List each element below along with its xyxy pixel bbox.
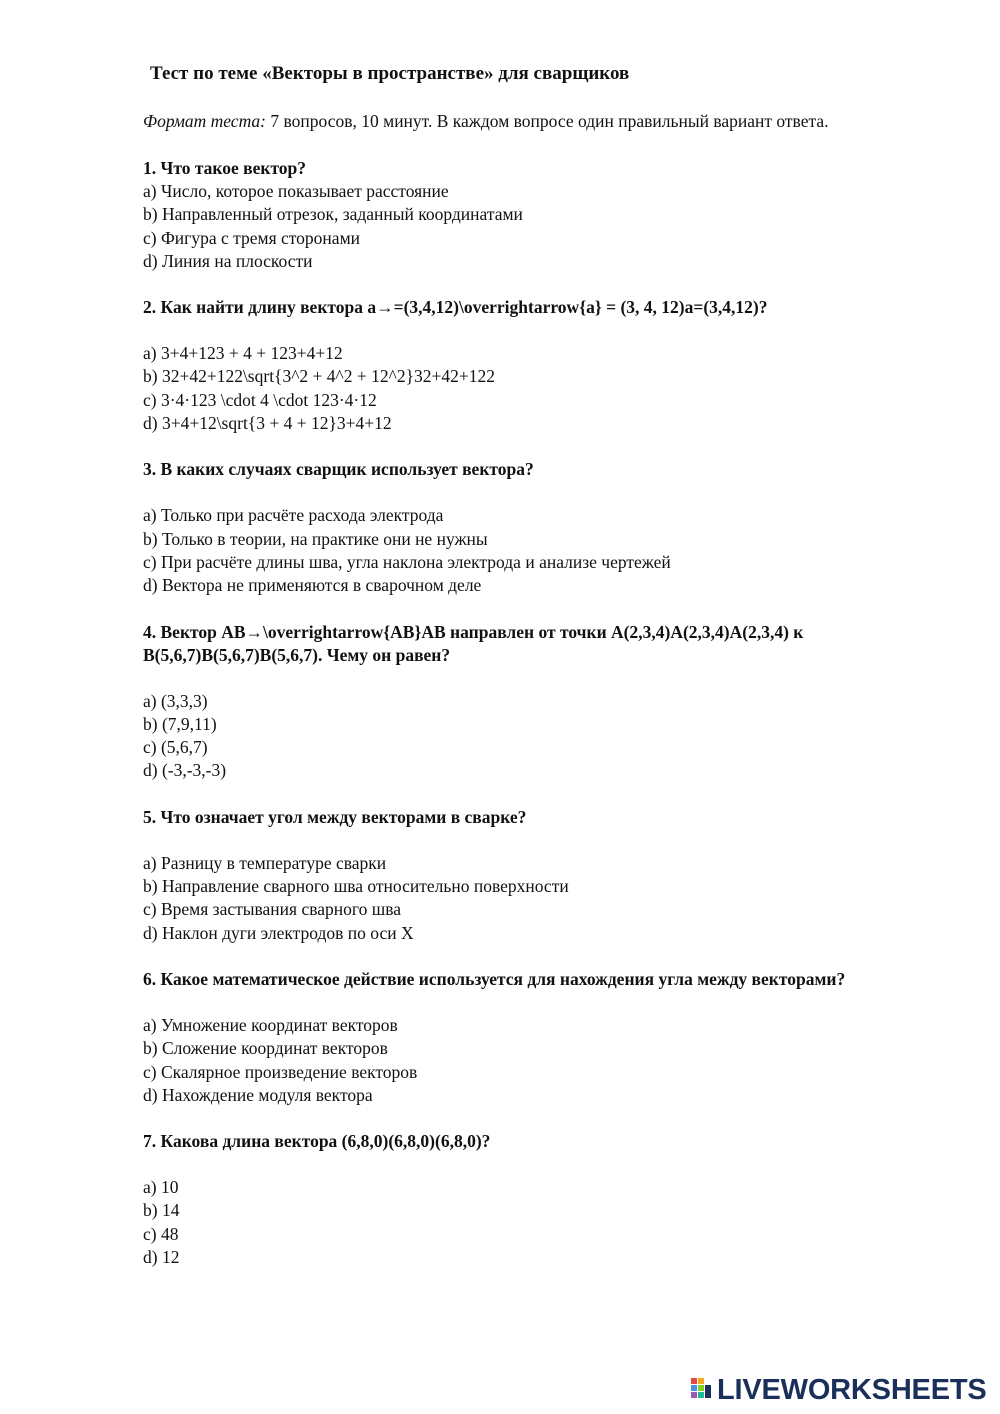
question-5 bbox=[143, 806, 923, 945]
answer-option[interactable]: c) Время застывания сварного шва bbox=[143, 899, 402, 920]
answer-option[interactable]: a) Число, которое показывает расстояние bbox=[143, 181, 449, 201]
answer-option[interactable]: d) Нахождение модуля вектора bbox=[143, 1084, 373, 1105]
format-text: 7 вопросов, 10 минут. В каждом вопросе один правильный вариант ответа. bbox=[266, 111, 829, 131]
answer-option[interactable]: c) При расчёте длины шва, угла наклона электрода и анализе чертежей bbox=[143, 551, 671, 572]
answer-option[interactable]: b) 32+42+122\sqrt{3^2 + 4^2 + 12^2}32+42+122 bbox=[143, 366, 495, 387]
answer-option[interactable]: c) Фигура с тремя сторонами bbox=[143, 227, 361, 248]
liveworksheets-logo-icon bbox=[691, 1376, 713, 1404]
worksheet-page bbox=[143, 62, 923, 1292]
question-text: 4. Вектор AB→\overrightarrow{AB}AB направлен от точки A(2,3,4)A(2,3,4)A(2,3,4) к B(5,6,7)B(5,6,7)B(5,6,7). Чему он равен? bbox=[143, 621, 804, 665]
answer-option[interactable]: b) Сложение координат векторов bbox=[143, 1038, 388, 1059]
question-text: 6. Какое математическое действие используется для нахождения угла между векторами? bbox=[143, 968, 846, 989]
answer-option[interactable]: a) 10 bbox=[143, 1177, 179, 1198]
answer-option[interactable]: c) 3·4·123 \cdot 4 \cdot 123·4·12 bbox=[143, 389, 377, 410]
answer-option[interactable]: b) 14 bbox=[143, 1200, 180, 1221]
answer-option[interactable]: b) Направленный отрезок, заданный координатами bbox=[143, 204, 523, 225]
question-7 bbox=[143, 1130, 923, 1269]
answer-option[interactable]: c) 48 bbox=[143, 1223, 179, 1244]
answer-option[interactable]: b) Только в теории, на практике они не нужны bbox=[143, 528, 488, 549]
answer-option[interactable]: a) Умножение координат векторов bbox=[143, 1014, 398, 1035]
answer-option[interactable]: c) Скалярное произведение векторов bbox=[143, 1061, 418, 1082]
answer-option[interactable]: d) 12 bbox=[143, 1247, 180, 1268]
answer-option[interactable]: a) 3+4+123 + 4 + 123+4+12 bbox=[143, 343, 343, 364]
question-text: 2. Как найти длину вектора a→=(3,4,12)\overrightarrow{a} = (3, 4, 12)a=(3,4,12)? bbox=[143, 297, 768, 318]
test-format bbox=[143, 110, 923, 133]
answer-option[interactable]: d) Наклон дуги электродов по оси X bbox=[143, 922, 414, 943]
question-text: 7. Какова длина вектора (6,8,0)(6,8,0)(6,8,0)? bbox=[143, 1131, 491, 1152]
question-6 bbox=[143, 968, 923, 1107]
question-4 bbox=[143, 621, 923, 783]
answer-option[interactable]: d) (-3,-3,-3) bbox=[143, 760, 227, 781]
answer-option[interactable]: d) Вектора не применяются в сварочном деле bbox=[143, 575, 482, 596]
answer-option[interactable]: a) Только при расчёте расхода электрода bbox=[143, 505, 444, 526]
question-1 bbox=[143, 157, 923, 273]
logo-text: LIVEWORKSHEETS bbox=[717, 1373, 987, 1406]
answer-option[interactable]: d) 3+4+12\sqrt{3 + 4 + 12}3+4+12 bbox=[143, 413, 392, 434]
answer-option[interactable]: c) (5,6,7) bbox=[143, 737, 208, 758]
answer-option[interactable]: d) Линия на плоскости bbox=[143, 250, 313, 271]
answer-option[interactable]: b) (7,9,11) bbox=[143, 713, 217, 734]
question-text: 3. В каких случаях сварщик использует вектора? bbox=[143, 459, 534, 480]
question-2 bbox=[143, 296, 923, 435]
page-title: Тест по теме «Векторы в пространстве» для сварщиков bbox=[150, 63, 630, 84]
question-text: 1. Что такое вектор? bbox=[143, 158, 307, 178]
answer-option[interactable]: a) (3,3,3) bbox=[143, 690, 208, 711]
format-label: Формат теста: bbox=[143, 111, 267, 131]
answer-option[interactable]: b) Направление сварного шва относительно поверхности bbox=[143, 876, 569, 897]
question-3 bbox=[143, 458, 923, 597]
question-text: 5. Что означает угол между векторами в сварке? bbox=[143, 806, 527, 827]
liveworksheets-logo bbox=[691, 1373, 987, 1407]
answer-option[interactable]: a) Разницу в температуре сварки bbox=[143, 852, 387, 873]
